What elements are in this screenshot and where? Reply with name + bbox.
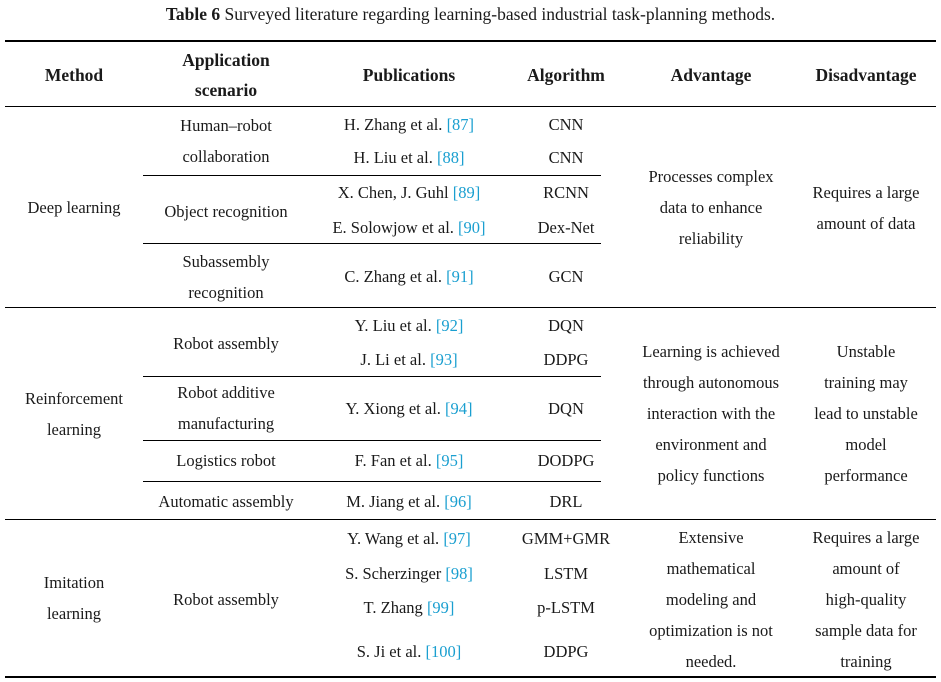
- citation-link[interactable]: [94]: [445, 399, 473, 418]
- scenario-line: Object recognition: [164, 202, 288, 221]
- scenario-line: manufacturing: [177, 414, 275, 433]
- algorithm-cell: DQN: [548, 316, 584, 335]
- subgroup-rule: [143, 440, 601, 441]
- scenario-cell: [146, 110, 306, 172]
- citation-link[interactable]: [87]: [446, 115, 475, 134]
- advantage-line: Learning is achieved: [642, 342, 780, 361]
- method-line: learning: [46, 604, 102, 623]
- publication-cell: F. Fan et al. [95]: [354, 451, 464, 470]
- algorithm-cell: DRL: [549, 492, 583, 511]
- citation-link[interactable]: [93]: [430, 350, 458, 369]
- advantage-cell: [626, 161, 796, 254]
- scenario-cell: [146, 584, 306, 615]
- header-advantage: Advantage: [670, 65, 752, 85]
- publication-cell: T. Zhang [99]: [363, 598, 455, 617]
- header-disadvantage: Disadvantage: [815, 65, 917, 85]
- header-algorithm: Algorithm: [527, 65, 605, 85]
- disadvantage-line: high-quality: [825, 590, 907, 609]
- method-cell: [10, 192, 138, 223]
- method-cell: [10, 567, 138, 629]
- publication-cell: Y. Liu et al. [92]: [354, 316, 464, 335]
- header-method: Method: [44, 65, 104, 85]
- disadvantage-line: sample data for: [815, 621, 917, 640]
- disadvantage-line: Requires a large: [812, 183, 920, 202]
- advantage-line: Extensive: [678, 528, 744, 547]
- group-rule-1: [5, 307, 936, 308]
- citation-link[interactable]: [88]: [436, 148, 465, 167]
- advantage-line: optimization is not: [649, 621, 773, 640]
- publication-cell: S. Scherzinger [98]: [345, 564, 473, 583]
- scenario-cell: [146, 445, 306, 476]
- advantage-line: mathematical: [666, 559, 756, 578]
- scenario-line: Robot assembly: [173, 334, 279, 353]
- advantage-line: policy functions: [657, 466, 765, 485]
- algorithm-cell: p-LSTM: [537, 598, 595, 617]
- advantage-cell: [626, 336, 796, 491]
- method-line: Imitation: [43, 573, 105, 592]
- citation-link[interactable]: [89]: [452, 183, 481, 202]
- advantage-line: data to enhance: [659, 198, 763, 217]
- citation-link[interactable]: [100]: [425, 642, 462, 661]
- header-rule: [5, 106, 936, 107]
- publication-cell: X. Chen, J. Guhl [89]: [337, 183, 481, 202]
- scenario-line: collaboration: [182, 147, 270, 166]
- top-rule: [5, 40, 936, 42]
- disadvantage-line: amount of: [832, 559, 900, 578]
- algorithm-cell: CNN: [548, 115, 584, 134]
- table-caption: [0, 4, 941, 25]
- algorithm-cell: LSTM: [543, 564, 588, 583]
- header-scenario-line: Application: [182, 50, 270, 70]
- algorithm-cell: DDPG: [543, 642, 589, 661]
- scenario-line: Automatic assembly: [158, 492, 294, 511]
- publication-cell: M. Jiang et al. [96]: [346, 492, 472, 511]
- subgroup-rule: [143, 481, 601, 482]
- advantage-line: interaction with the: [646, 404, 776, 423]
- disadvantage-line: performance: [824, 466, 908, 485]
- citation-link[interactable]: [90]: [458, 218, 486, 237]
- citation-link[interactable]: [97]: [443, 529, 471, 548]
- publication-cell: Y. Xiong et al. [94]: [345, 399, 473, 418]
- disadvantage-line: training: [840, 652, 892, 671]
- method-cell: [10, 383, 138, 445]
- publication-cell: S. Ji et al. [100]: [356, 642, 462, 661]
- algorithm-cell: CNN: [548, 148, 584, 167]
- disadvantage-cell: [796, 177, 936, 239]
- disadvantage-cell: [796, 522, 936, 677]
- algorithm-cell: DDPG: [543, 350, 589, 369]
- disadvantage-line: training may: [824, 373, 908, 392]
- disadvantage-line: lead to unstable: [814, 404, 918, 423]
- advantage-line: reliability: [678, 229, 744, 248]
- publication-cell: H. Zhang et al. [87]: [343, 115, 475, 134]
- publication-cell: H. Liu et al. [88]: [353, 148, 465, 167]
- scenario-line: Subassembly: [182, 252, 270, 271]
- scenario-cell: [146, 377, 306, 439]
- scenario-line: Logistics robot: [176, 451, 276, 470]
- publication-cell: C. Zhang et al. [91]: [344, 267, 474, 286]
- advantage-line: Processes complex: [648, 167, 774, 186]
- scenario-cell: [146, 486, 306, 517]
- advantage-line: environment and: [655, 435, 767, 454]
- algorithm-cell: Dex-Net: [537, 218, 595, 237]
- table-caption-text: Surveyed literature regarding learning-based industrial task-planning methods.: [220, 4, 776, 24]
- publication-cell: J. Li et al. [93]: [360, 350, 458, 369]
- citation-link[interactable]: [91]: [446, 267, 474, 286]
- scenario-cell: [146, 328, 306, 359]
- scenario-line: recognition: [188, 283, 264, 302]
- header-scenario: [146, 45, 306, 105]
- algorithm-cell: RCNN: [543, 183, 589, 202]
- method-line: Deep learning: [27, 198, 121, 217]
- method-line: Reinforcement: [24, 389, 124, 408]
- algorithm-cell: GCN: [548, 267, 584, 286]
- subgroup-rule: [143, 175, 601, 176]
- advantage-line: needed.: [685, 652, 737, 671]
- method-line: learning: [46, 420, 102, 439]
- disadvantage-cell: [796, 336, 936, 491]
- scenario-line: Robot assembly: [173, 590, 279, 609]
- algorithm-cell: GMM+GMR: [521, 529, 611, 548]
- disadvantage-line: model: [845, 435, 887, 454]
- algorithm-cell: DODPG: [537, 451, 595, 470]
- citation-link[interactable]: [95]: [435, 451, 464, 470]
- citation-link[interactable]: [99]: [426, 598, 455, 617]
- advantage-line: through autonomous: [642, 373, 780, 392]
- scenario-cell: [146, 196, 306, 227]
- advantage-line: modeling and: [665, 590, 757, 609]
- subgroup-rule: [143, 243, 601, 244]
- group-rule-2: [5, 519, 936, 520]
- publication-cell: Y. Wang et al. [97]: [347, 529, 471, 548]
- citation-link[interactable]: [92]: [435, 316, 464, 335]
- disadvantage-line: Requires a large: [812, 528, 920, 547]
- header-publications: Publications: [362, 65, 456, 85]
- advantage-cell: [626, 522, 796, 677]
- citation-link[interactable]: [98]: [445, 564, 473, 583]
- scenario-line: Robot additive: [177, 383, 275, 402]
- citation-link[interactable]: [96]: [444, 492, 472, 511]
- scenario-line: Human–robot: [180, 116, 272, 135]
- disadvantage-line: amount of data: [816, 214, 916, 233]
- scenario-cell: [146, 246, 306, 308]
- header-scenario-line: scenario: [194, 80, 258, 100]
- algorithm-cell: DQN: [548, 399, 584, 418]
- publication-cell: E. Solowjow et al. [90]: [332, 218, 486, 237]
- table-caption-label: Table 6: [165, 4, 221, 24]
- disadvantage-line: Unstable: [836, 342, 896, 361]
